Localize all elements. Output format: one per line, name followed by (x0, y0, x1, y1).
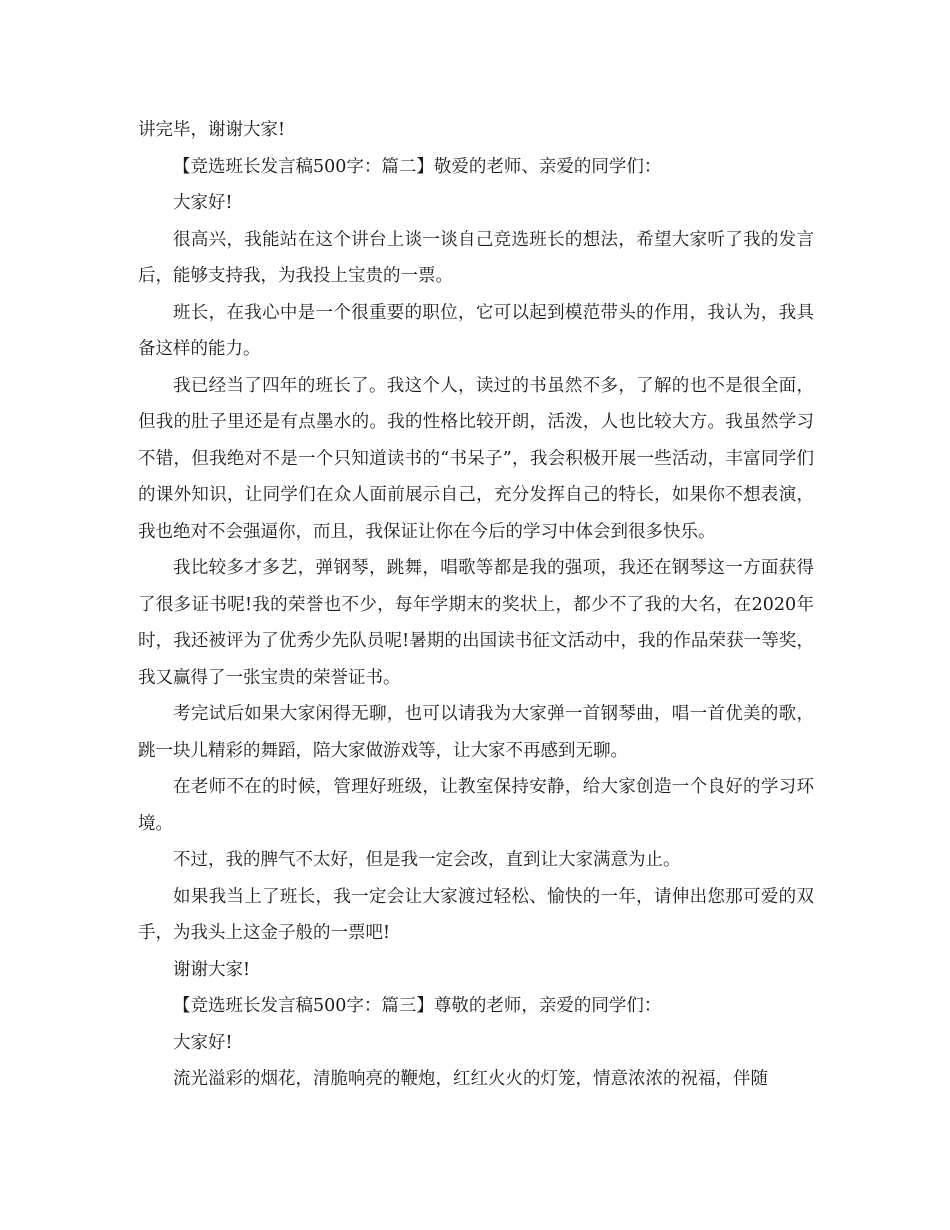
paragraph-greeting: 大家好! (173, 193, 233, 213)
paragraph: 我比较多才多艺，弹钢琴，跳舞，唱歌等都是我的强项，我还在钢琴这一方面获得了很多证书呢!我的荣誉也不少，每年学期末的奖状上，都少不了我的大名，在2020年时，我还被评为了优秀少先队员呢!暑期的出国读书征文活动中，我的作品荣获一等奖，我又赢得了一张宝贵的荣誉证书。 (138, 558, 814, 688)
paragraph: 不过，我的脾气不太好，但是我一定会改，直到让大家满意为止。 (173, 850, 681, 870)
paragraph: 流光溢彩的烟花，清脆响亮的鞭炮，红红火火的灯笼，情意浓浓的祝福，伴随 (173, 1069, 768, 1089)
paragraph-thanks: 谢谢大家! (173, 959, 251, 980)
paragraph: 班长，在我心中是一个很重要的职位，它可以起到模范带头的作用，我认为，我具备这样的能力。 (138, 302, 814, 359)
paragraph: 很高兴，我能站在这个讲台上谈一谈自己竞选班长的想法，希望大家听了我的发言后，能够支持我，为我投上宝贵的一票。 (138, 229, 814, 286)
section-heading-part-two: 【竞选班长发言稿500字：篇二】敬爱的老师、亲爱的同学们： (173, 156, 662, 177)
section-heading-part-three: 【竞选班长发言稿500字：篇三】尊敬的老师，亲爱的同学们： (173, 996, 662, 1016)
paragraph: 在老师不在的时候，管理好班级，让教室保持安静，给大家创造一个良好的学习环境。 (138, 777, 814, 834)
paragraph: 如果我当上了班长，我一定会让大家渡过轻松、愉快的一年，请伸出您那可爱的双手，为我头上这金子般的一票吧! (138, 886, 814, 943)
paragraph: 我已经当了四年的班长了。我这个人，读过的书虽然不多，了解的也不是很全面，但我的肚子里还是有点墨水的。我的性格比较开朗，活泼，人也比较大方。我虽然学习不错，但我绝对不是一个只知道读书的“书呆子”，我会积极开展一些活动，丰富同学们的课外知识，让同学们在众人面前展示自己，充分发挥自己的特长，如果你不想表演，我也绝对不会强逼你，而且，我保证让你在今后的学习中体会到很多快乐。 (138, 375, 814, 542)
paragraph-greeting: 大家好! (173, 1032, 233, 1053)
document-body (138, 112, 814, 1098)
paragraph: 考完试后如果大家闲得无聊，也可以请我为大家弹一首钢琴曲，唱一首优美的歌，跳一块儿精彩的舞蹈，陪大家做游戏等，让大家不再感到无聊。 (138, 704, 814, 761)
paragraph-closing-remark: 讲完毕，谢谢大家! (138, 120, 286, 140)
